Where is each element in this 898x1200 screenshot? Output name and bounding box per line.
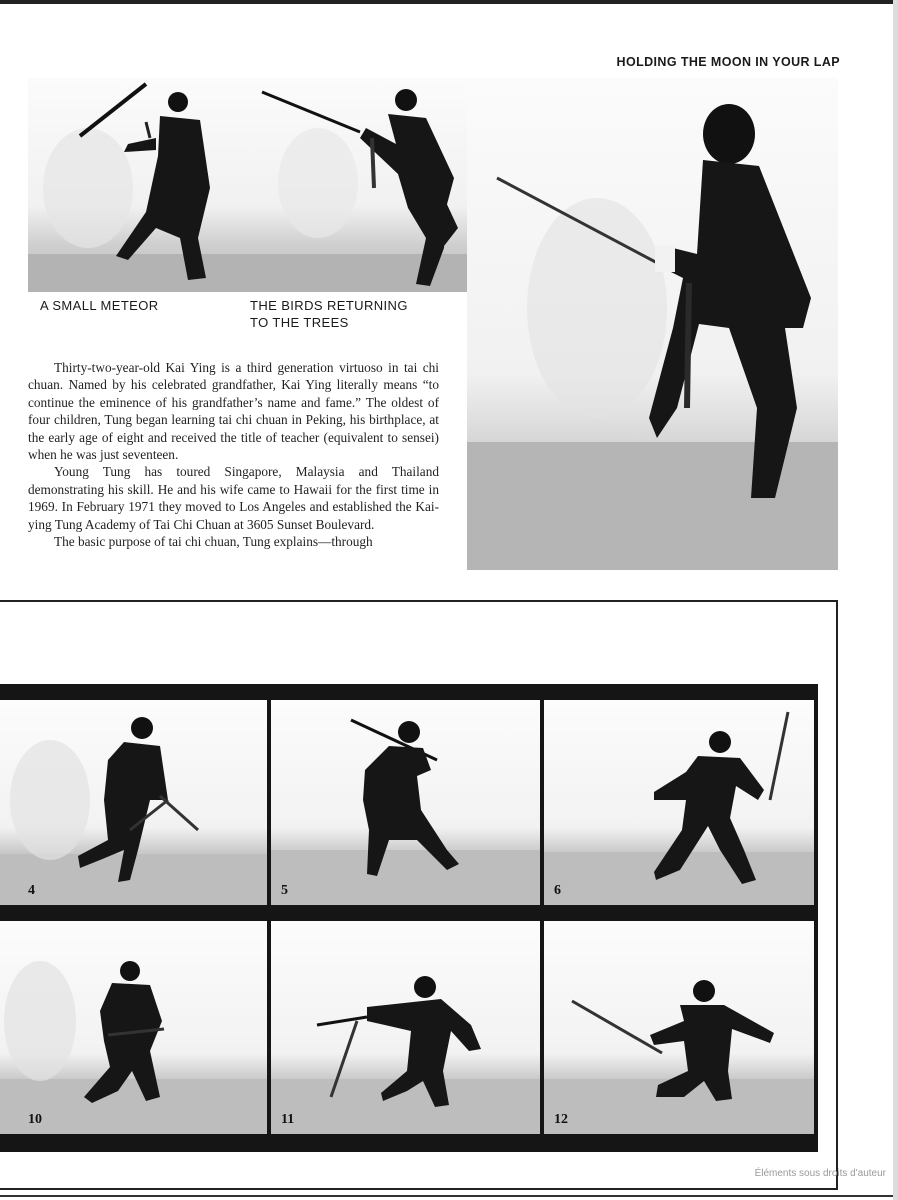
sequence-photo-12 xyxy=(544,921,814,1134)
figure-frame-12 xyxy=(544,921,814,1134)
sequence-photo-4 xyxy=(0,700,267,905)
frame-number: 10 xyxy=(28,1112,42,1127)
page-edge xyxy=(893,0,898,1200)
caption-small-meteor: A SMALL METEOR xyxy=(40,298,159,313)
article-paragraph: Young Tung has toured Singapore, Malaysia and Thailand demonstrating his skill. He and his wife came to Hawaii for the first time in 1969. In February 1971 they moved to Los Angeles and established the Kai-ying Tung Academy of Tai Chi Chuan at 3605 Sunset Boulevard. xyxy=(28,464,439,532)
figure-holding-the-moon xyxy=(467,78,838,570)
frame-number: 12 xyxy=(554,1112,568,1127)
photo-holding-the-moon xyxy=(467,78,838,570)
article-paragraph: The basic purpose of tai chi chuan, Tung explains—through xyxy=(54,534,373,550)
figure-frame-10 xyxy=(0,921,267,1134)
figure-frame-11 xyxy=(271,921,540,1134)
figure-small-meteor xyxy=(28,78,248,292)
frame-number: 6 xyxy=(554,883,561,898)
figure-frame-4 xyxy=(0,700,267,905)
sequence-photo-10 xyxy=(0,921,267,1134)
figure-frame-6 xyxy=(544,700,814,905)
sequence-photo-11 xyxy=(271,921,540,1134)
figure-birds-returning xyxy=(248,78,467,292)
figure-frame-5 xyxy=(271,700,540,905)
caption-birds-line1: THE BIRDS RETURNING xyxy=(250,298,408,313)
caption-birds-returning xyxy=(250,297,408,331)
frame-number: 4 xyxy=(28,883,35,898)
running-head: HOLDING THE MOON IN YOUR LAP xyxy=(616,55,840,69)
photo-birds-returning xyxy=(248,78,467,292)
frame-number: 5 xyxy=(281,883,288,898)
sequence-photo-6 xyxy=(544,700,814,905)
sequence-photo-5 xyxy=(271,700,540,905)
article-paragraph: Thirty-two-year-old Kai Ying is a third generation virtuoso in tai chi chuan. Named by his celebrated grandfather, Kai Ying literally means “to continue the eminence of his grandfather’s name and fame.” The oldest of four children, Tung began learning tai chi chuan in Peking, his birthplace, at the early age of eight and received the title of teacher (equivalent to sensei) when he was just seventeen. xyxy=(28,360,439,463)
page-bottom-rule xyxy=(0,1195,893,1197)
photo-small-meteor xyxy=(28,78,248,292)
article-body xyxy=(28,359,439,550)
frame-number: 11 xyxy=(281,1112,295,1127)
caption-birds-line2: TO THE TREES xyxy=(250,315,349,330)
copyright-watermark: Éléments sous droits d'auteur xyxy=(754,1168,886,1179)
page-top-rule xyxy=(0,0,893,4)
